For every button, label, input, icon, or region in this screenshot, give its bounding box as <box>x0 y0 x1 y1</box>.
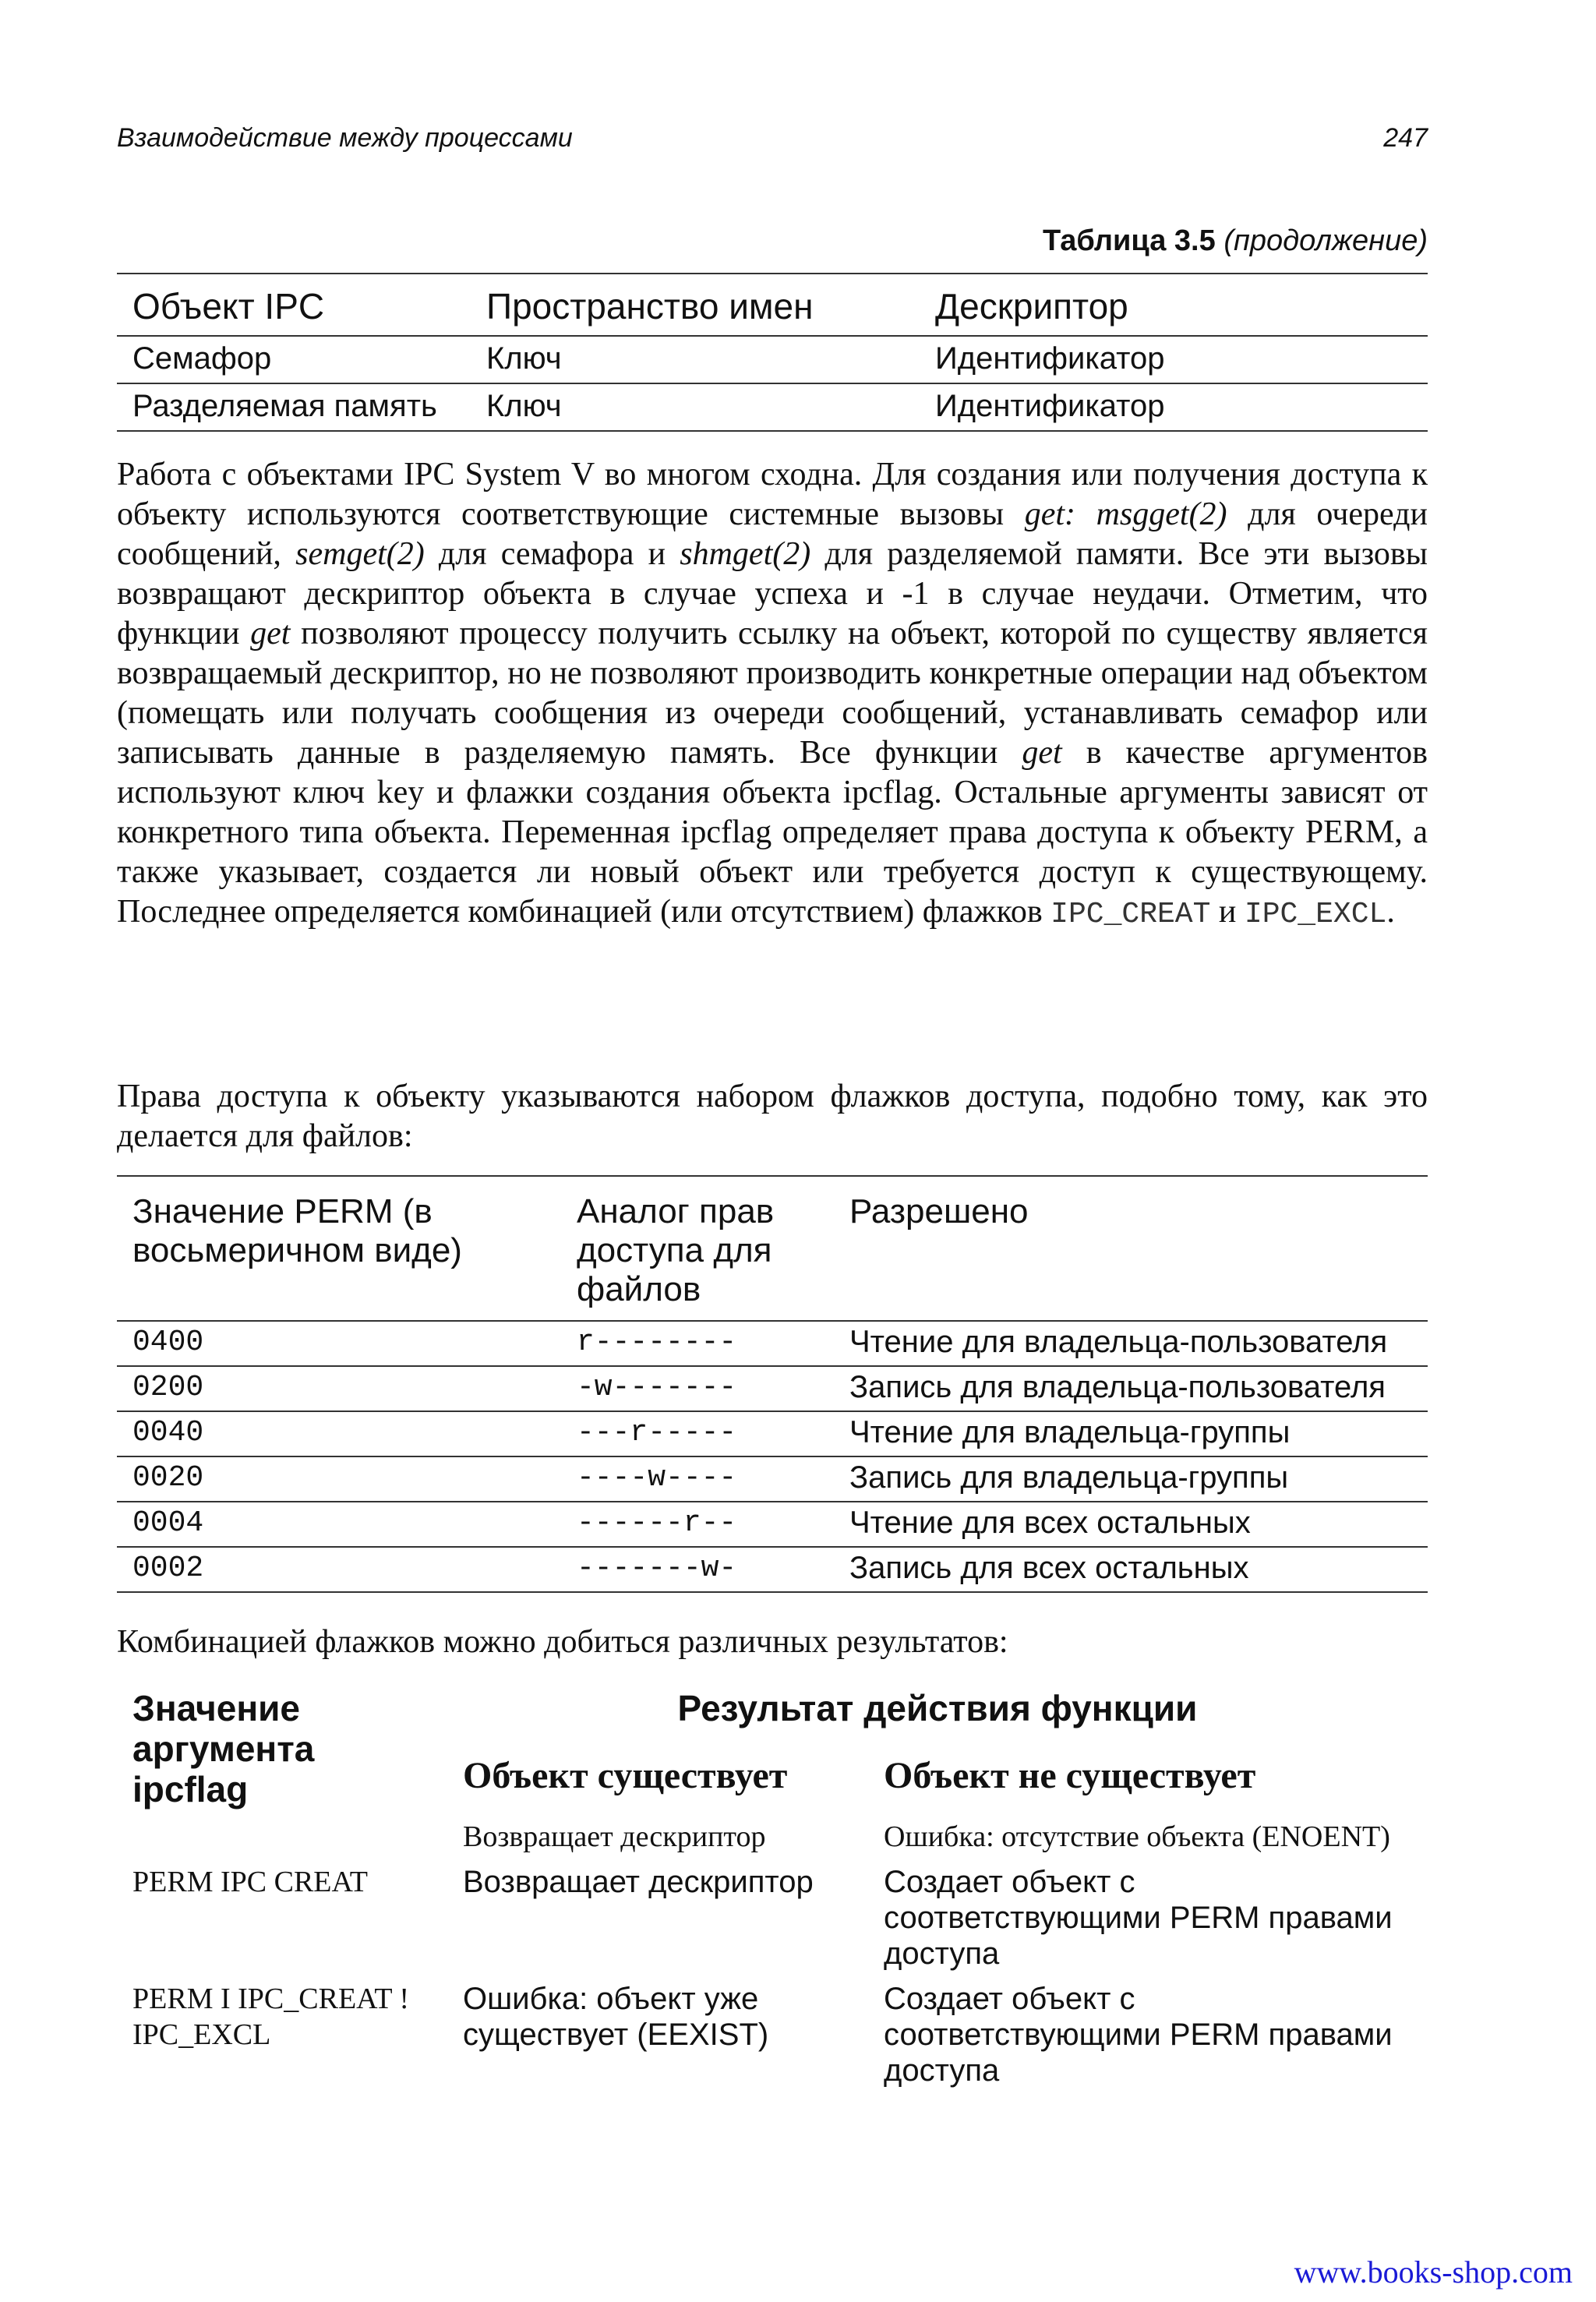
running-title: Взаимодействие между процессами <box>117 123 573 153</box>
column-header-object-exists: Объект существует <box>463 1755 788 1797</box>
table-row <box>117 1366 1428 1411</box>
text-run: позволяют процессу получить ссылку на объект, которой по существу является возвращаемый дескриптор, но не позволяют производить конкретные операции над объектом (помещать или получать сообщения из очереди сообщений, устанавливать семафор или записывать данные в разделяемую память. Все функции <box>117 616 1428 771</box>
column-header-descriptor: Дескриптор <box>920 274 1428 336</box>
table-cell: Ошибка: объект уже существует (EEXIST) <box>463 1982 769 2052</box>
table-caption-note: (продолжение) <box>1223 224 1428 257</box>
text-run: и <box>1210 894 1245 930</box>
table-cell: Ключ <box>471 336 920 383</box>
table-cell: Запись для владельца-пользователя <box>834 1366 1428 1411</box>
table-cell: Чтение для владельца-группы <box>834 1411 1428 1456</box>
body-paragraph-ipc-objects <box>117 455 1428 934</box>
table-cell: 0400 <box>117 1321 561 1366</box>
table-cell: ---r----- <box>561 1411 834 1456</box>
table-cell: Ключ <box>471 383 920 431</box>
table-header-row <box>117 1683 1428 1737</box>
running-head <box>117 123 1428 162</box>
table-row <box>117 336 1428 383</box>
table-row <box>117 1321 1428 1366</box>
table-row <box>117 383 1428 431</box>
table-cell: Возвращает дескриптор <box>463 1820 766 1853</box>
text-run-italic: get: <box>1024 496 1075 532</box>
column-header-file-analog: Аналог прав доступа для файлов <box>561 1176 834 1321</box>
table-cell: Возвращает дескриптор <box>463 1865 814 1899</box>
page-number: 247 <box>1383 123 1428 153</box>
table-row <box>117 1814 1428 1859</box>
text-run-italic: shmget(2) <box>680 536 811 572</box>
table-cell: PERM I IPC_CREAT ! IPC_EXCL <box>132 1982 410 2051</box>
permission-table <box>117 1175 1428 1593</box>
table-cell: Создает объект с соответствующими PERM правами доступа <box>884 1865 1393 1971</box>
column-header-namespace: Пространство имен <box>471 274 920 336</box>
code-flag: IPC_EXCL <box>1244 898 1387 931</box>
table-row <box>117 1976 1428 2093</box>
table-cell: Запись для владельца-группы <box>834 1456 1428 1502</box>
text-run-italic: get <box>250 616 291 651</box>
body-paragraph-flag-combinations: Комбинацией флажков можно добиться различных результатов: <box>117 1624 1008 1660</box>
table-cell: Ошибка: отсутствие объекта (ENOENT) <box>884 1820 1390 1853</box>
body-paragraph-permissions: Права доступа к объекту указываются набором флажков доступа, подобно тому, как это делается для файлов: <box>117 1079 1428 1154</box>
table-cell: -w------- <box>561 1366 834 1411</box>
table-header-row <box>117 274 1428 336</box>
text-run: для семафора и <box>424 536 680 572</box>
flag-results-table <box>117 1683 1428 2093</box>
table-row <box>117 1456 1428 1502</box>
text-run: для очереди сообщений, <box>117 496 1428 572</box>
column-header-object-not-exists: Объект не существует <box>884 1755 1256 1797</box>
table-cell: 0002 <box>117 1547 561 1592</box>
watermark-link[interactable]: www.books-shop.com <box>1294 2254 1573 2290</box>
text-run: для разделяемой памяти. Все эти вызовы возвращают дескриптор объекта в случае успеха и -1 в случае неудачи. Отметим, что функции <box>117 536 1428 651</box>
table-row <box>117 1502 1428 1547</box>
column-header-ipc-object: Объект IPC <box>117 274 471 336</box>
text-run: в качестве аргументов используют ключ key и флажки создания объекта ipcflag. Остальные аргументы зависят от конкретного типа объекта. Переменная ipcflag определяет права доступа к объекту PERM, а также указывает, создается ли новый объект или требуется доступ к существующему. Последнее определяется комбинацией (или отсутствием) флажков <box>117 735 1428 930</box>
table-header-row <box>117 1176 1428 1321</box>
table-cell: ----w---- <box>561 1456 834 1502</box>
table-cell: Семафор <box>117 336 471 383</box>
column-header-ipcflag: Значение аргумента ipcflag <box>132 1688 315 1809</box>
text-run-italic: semget(2) <box>295 536 425 572</box>
table-cell: Идентификатор <box>920 383 1428 431</box>
table-cell: Разделяемая память <box>117 383 471 431</box>
table-cell: 0020 <box>117 1456 561 1502</box>
table-cell: PERM IPC CREAT <box>132 1866 368 1898</box>
text-run-italic: get <box>1022 735 1062 771</box>
table-cell: 0004 <box>117 1502 561 1547</box>
table-cell: ------r-- <box>561 1502 834 1547</box>
ipc-namespace-table <box>117 273 1428 432</box>
column-header-perm-value: Значение PERM (в восьмеричном виде) <box>117 1176 561 1321</box>
code-flag: IPC_CREAT <box>1050 898 1211 931</box>
table-cell: Чтение для владельца-пользователя <box>834 1321 1428 1366</box>
table-cell: Чтение для всех остальных <box>834 1502 1428 1547</box>
table-cell: 0040 <box>117 1411 561 1456</box>
table-caption <box>1043 224 1428 258</box>
table-cell: Идентификатор <box>920 336 1428 383</box>
table-cell <box>117 1814 447 1859</box>
table-caption-label: Таблица 3.5 <box>1042 224 1216 257</box>
table-row <box>117 1547 1428 1592</box>
table-row <box>117 1411 1428 1456</box>
table-cell: r-------- <box>561 1321 834 1366</box>
table-row <box>117 1859 1428 1976</box>
table-cell: 0200 <box>117 1366 561 1411</box>
text-run-italic: msgget(2) <box>1096 496 1227 532</box>
group-header-result: Результат действия функции <box>677 1688 1198 1728</box>
table-cell: Создает объект с соответствующими PERM правами доступа <box>884 1982 1393 2088</box>
table-cell: -------w- <box>561 1547 834 1592</box>
text-run: . <box>1386 894 1395 930</box>
column-header-allowed: Разрешено <box>834 1176 1428 1321</box>
table-cell: Запись для всех остальных <box>834 1547 1428 1592</box>
text-run: Работа с объектами IPC System V во многом сходна. Для создания или получения доступа к объекту используются соответствующие системные вызовы <box>117 457 1428 532</box>
